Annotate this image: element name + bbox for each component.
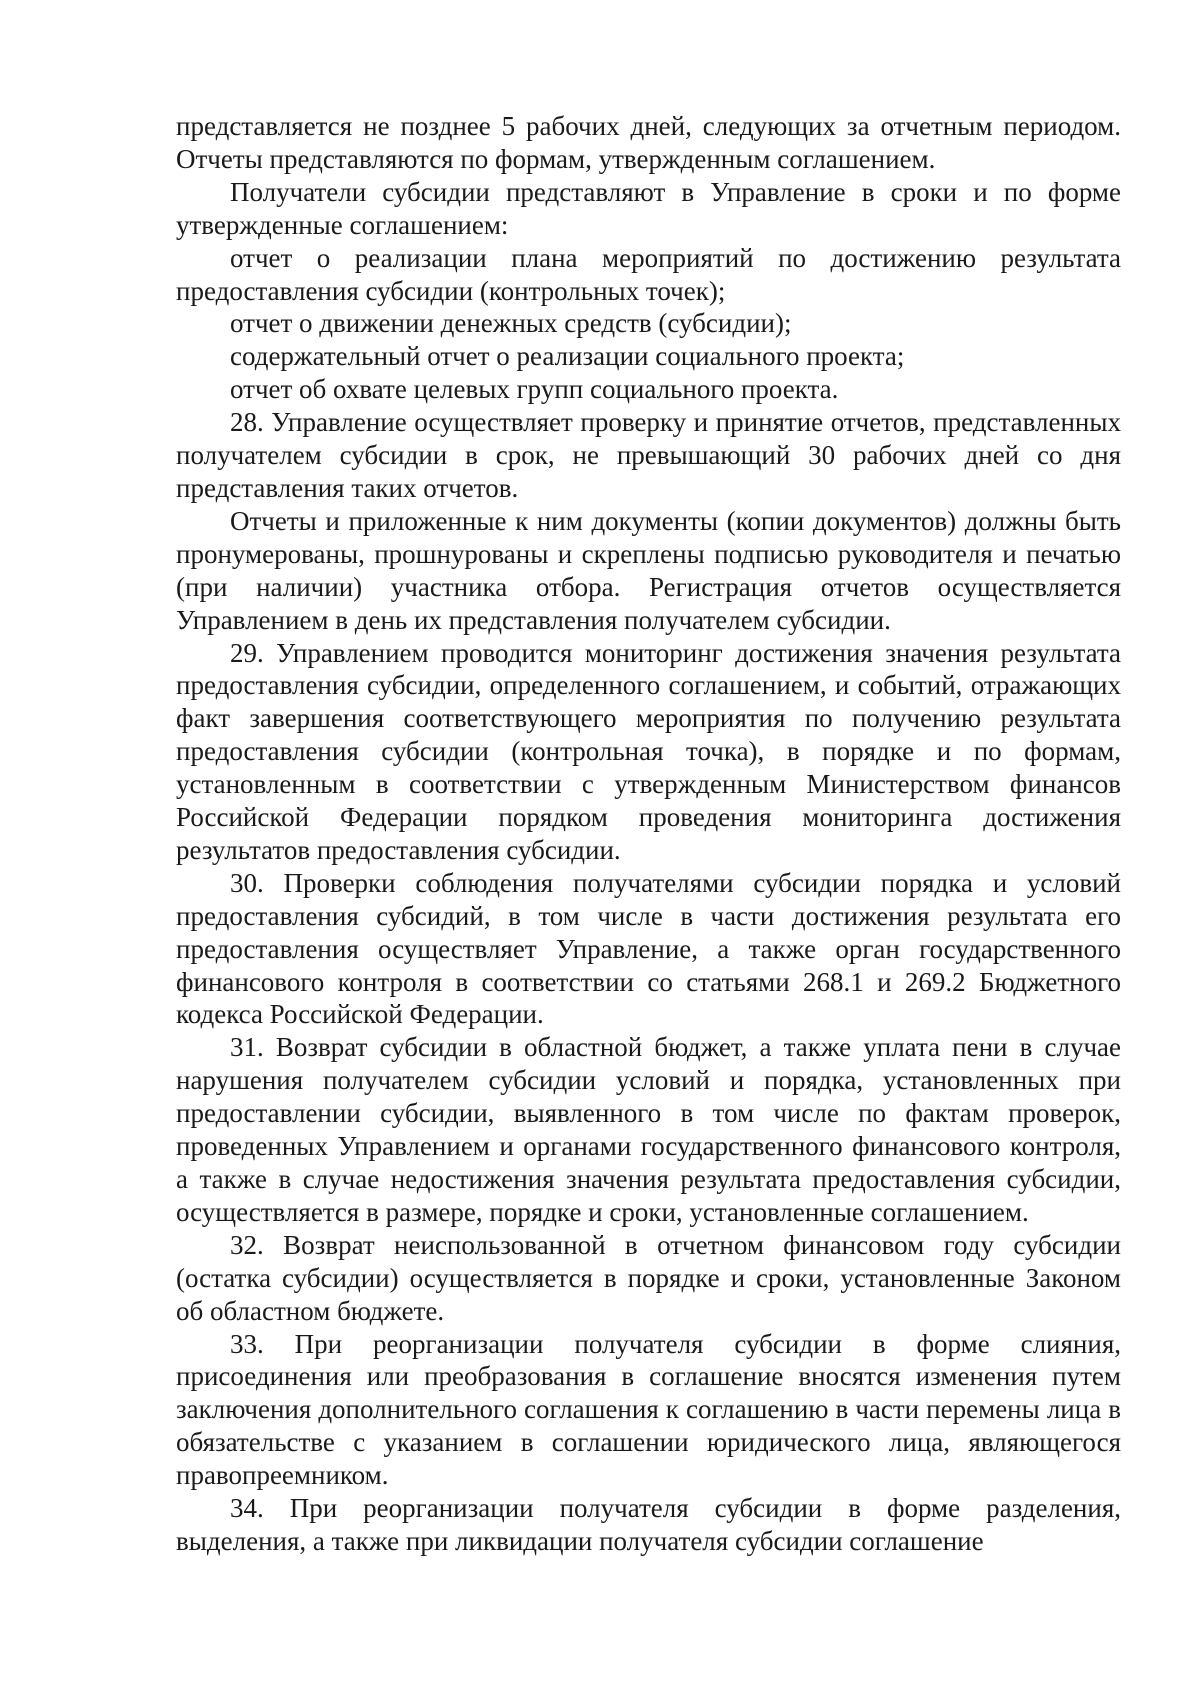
list-item-cashflow-report: отчет о движении денежных средств (субсидии); [230,308,792,339]
paragraph-34: 34. При реорганизации получателя субсидии в форме разделения, выделения, а также при ликвидации получателя субсидии соглашение [176,1493,1121,1556]
paragraph-30: 30. Проверки соблюдения получателями субсидии порядка и условий предоставления субсидий, в том числе в части достижения результата его предоставления осуществляет Управление, а также орган государственного финансового контроля в соответствии со статьями 268.1 и 269.2 Бюджетного кодекса Российской Федерации. [176,867,1121,1030]
list-item-content-report: содержательный отчет о реализации социального проекта; [230,341,905,372]
paragraph-31: 31. Возврат субсидии в областной бюджет, а также уплата пени в случае нарушения получателем субсидии условий и порядка, установленных при предоставлении субсидии, выявленного в том числе по фактам проверок, проведенных Управлением и органами государственного финансового контроля, а также в случае недостижения значения результата предоставления субсидии, осуществляется в размере, порядке и сроки, установленные соглашением. [176,1032,1121,1227]
paragraph-continuation: представляется не позднее 5 рабочих дней, следующих за отчетным периодом. Отчеты представляются по формам, утвержденным соглашением. [176,111,1121,174]
document-body [176,110,1121,1558]
paragraph-32: 32. Возврат неиспользованной в отчетном финансовом году субсидии (остатка субсидии) осуществляется в порядке и сроки, установленные Законом об областном бюджете. [176,1229,1121,1326]
paragraph-reports-documents: Отчеты и приложенные к ним документы (копии документов) должны быть пронумерованы, прошнурованы и скреплены подписью руководителя и печатью (при наличии) участника отбора. Регистрация отчетов осуществляется Управлением в день их представления получателем субсидии. [176,505,1121,635]
paragraph-28: 28. Управление осуществляет проверку и принятие отчетов, представленных получателем субсидии в срок, не превышающий 30 рабочих дней со дня представления таких отчетов. [176,407,1121,503]
list-item-plan-report: отчет о реализации плана мероприятий по достижению результата предоставления субсидии (контрольных точек); [176,242,1121,306]
list-item-coverage-report: отчет об охвате целевых групп социального проекта. [230,374,839,405]
paragraph-33: 33. При реорганизации получателя субсидии в форме слияния, присоединения или преобразования в соглашение вносятся изменения путем заключения дополнительного соглашения к соглашению в части перемены лица в обязательстве с указанием в соглашении юридического лица, являющегося правопреемником. [176,1328,1121,1491]
paragraph-recipients-report: Получатели субсидии представляют в Управление в сроки и по форме утвержденные соглашением: [176,176,1121,240]
paragraph-29: 29. Управлением проводится мониторинг достижения значения результата предоставления субсидии, определенного соглашением, и событий, отражающих факт завершения соответствующего мероприятия по получению результата предоставления субсидии (контрольная точка), в порядке и по формам, установленным в соответствии с утвержденным Министерством финансов Российской Федерации порядком проведения мониторинга достижения результатов предоставления субсидии. [176,637,1121,865]
